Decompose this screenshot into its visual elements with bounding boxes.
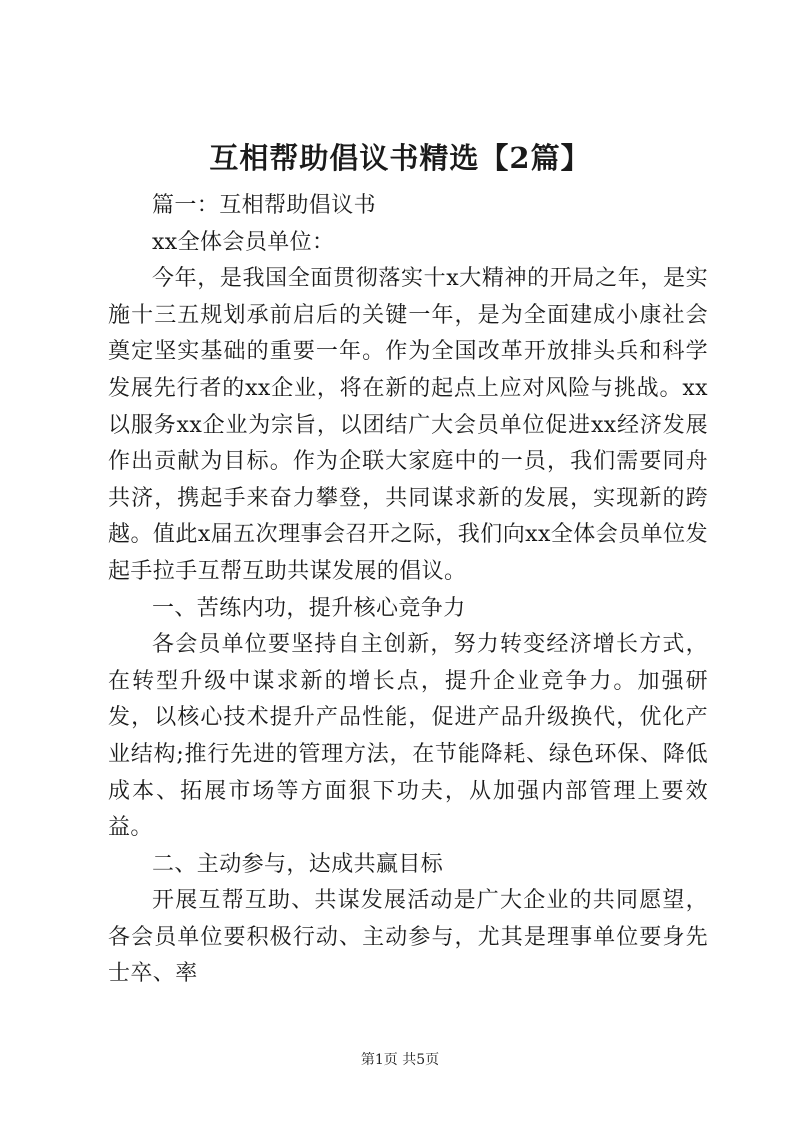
page-number-footer: 第1页 共5页	[360, 1052, 440, 1068]
section-heading-two: 二、主动参与，达成共赢目标	[152, 851, 444, 877]
section-two-paragraph: 开展互帮互助、共谋发展活动是广大企业的共同愿望，各会员单位要积极行动、主动参与，尤其是理事单位要身先士卒、率	[108, 888, 708, 987]
salutation: xx全体会员单位：	[152, 229, 335, 255]
section-heading-part-one: 篇一：互相帮助倡议书	[152, 193, 377, 218]
section-one-paragraph: 各会员单位要坚持自主创新，努力转变经济增长方式，在转型升级中谋求新的增长点，提升企业竞争力。加强研发，以核心技术提升产品性能，促进产品升级换代，优化产业结构;推行先进的管理方法，在节能降耗、绿色环保、降低成本、拓展市场等方面狠下功夫，从加强内部管理上要效益。	[108, 632, 708, 841]
document-body	[108, 188, 708, 993]
intro-paragraph: 今年，是我国全面贯彻落实十x大精神的开局之年，是实施十三五规划承前启后的关键一年，是为全面建成小康社会奠定坚实基础的重要一年。作为全国改革开放排头兵和科学发展先行者的xx企业，将在新的起点上应对风险与挑战。xx以服务xx企业为宗旨，以团结广大会员单位促进xx经济发展作出贡献为目标。作为企联大家庭中的一员，我们需要同舟共济，携起手来奋力攀登，共同谋求新的发展，实现新的跨越。值此x届五次理事会召开之际，我们向xx全体会员单位发起手拉手互帮互助共谋发展的倡议。	[108, 266, 708, 584]
section-heading-one: 一、苦练内功，提升核心竞争力	[152, 595, 466, 621]
document-title: 互相帮助倡议书精选【2篇】	[209, 141, 591, 175]
